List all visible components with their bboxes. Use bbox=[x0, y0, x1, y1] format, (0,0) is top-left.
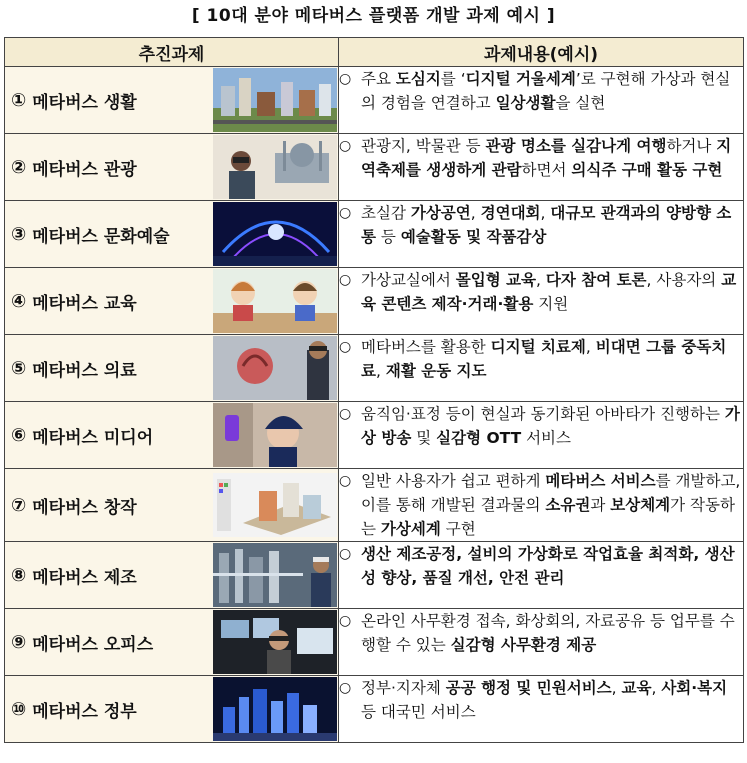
content-text bbox=[361, 268, 743, 316]
content-segment: 하거나 bbox=[666, 137, 717, 155]
content-emphasis: 예술활동 및 작품감상 bbox=[400, 228, 547, 246]
content-cell bbox=[339, 335, 744, 402]
avatar-media-image bbox=[213, 403, 337, 467]
content-cell bbox=[339, 201, 744, 268]
content-segment: 구현 bbox=[440, 520, 476, 538]
content-emphasis: 경연대회 bbox=[480, 204, 541, 222]
content-segment: 과 bbox=[590, 496, 611, 514]
content-text bbox=[361, 469, 743, 541]
task-number: ⑤ bbox=[11, 357, 27, 379]
3d-building-creation-image bbox=[213, 473, 337, 537]
table-row bbox=[5, 201, 744, 268]
content-segment: , bbox=[540, 204, 551, 222]
task-title: 메타버스 교육 bbox=[32, 293, 137, 314]
content-segment: , bbox=[611, 679, 622, 697]
content-segment: , bbox=[470, 204, 481, 222]
content-segment: 움직임·표정 등이 현실과 동기화된 아바타가 진행하는 bbox=[361, 405, 725, 423]
table-row bbox=[5, 402, 744, 469]
task-title: 메타버스 의료 bbox=[32, 360, 137, 381]
task-label bbox=[5, 155, 213, 180]
content-emphasis: 실감형 OTT bbox=[436, 429, 522, 447]
content-cell bbox=[339, 542, 744, 609]
task-cell bbox=[5, 134, 339, 201]
content-cell bbox=[339, 134, 744, 201]
content-segment: 가 작동하는 bbox=[361, 496, 735, 538]
header-content: 과제내용(예시) bbox=[339, 38, 744, 67]
task-title: 메타버스 정부 bbox=[32, 701, 137, 722]
task-title: 메타버스 제조 bbox=[32, 567, 137, 588]
content-emphasis: 재활 운동 지도 bbox=[385, 362, 487, 380]
smart-factory-image bbox=[213, 543, 337, 607]
content-text bbox=[361, 335, 743, 383]
content-text bbox=[361, 201, 743, 249]
table-row bbox=[5, 676, 744, 743]
vr-medical-image bbox=[213, 336, 337, 400]
content-emphasis: 가상공연 bbox=[410, 204, 471, 222]
content-text bbox=[361, 134, 743, 182]
task-label bbox=[5, 423, 213, 448]
content-segment: 지원 bbox=[533, 295, 569, 313]
content-segment: 주요 bbox=[361, 70, 396, 88]
bullet-icon: ○ bbox=[339, 71, 352, 87]
task-number: ⑨ bbox=[11, 631, 27, 653]
bullet-icon: ○ bbox=[339, 680, 352, 696]
content-segment: , bbox=[536, 271, 546, 289]
task-title: 메타버스 오피스 bbox=[32, 634, 154, 655]
task-title: 메타버스 미디어 bbox=[32, 427, 154, 448]
content-segment: 하면서 bbox=[521, 161, 572, 179]
task-cell bbox=[5, 268, 339, 335]
bullet-icon: ○ bbox=[339, 138, 352, 154]
content-segment: 및 bbox=[411, 429, 437, 447]
virtual-concert-image bbox=[213, 202, 337, 266]
content-emphasis: 가상세계 bbox=[380, 520, 441, 538]
page-title: [ 10대 분야 메타버스 플랫폼 개발 과제 예시 ] bbox=[191, 6, 556, 26]
content-emphasis: 디지털 거울세계 bbox=[465, 70, 576, 88]
task-number: ④ bbox=[11, 290, 27, 312]
header-task: 추진과제 bbox=[5, 38, 339, 67]
task-cell bbox=[5, 469, 339, 542]
task-number: ⑥ bbox=[11, 424, 27, 446]
content-cell bbox=[339, 609, 744, 676]
content-cell bbox=[339, 67, 744, 134]
content-segment: 를 ‘ bbox=[440, 70, 466, 88]
digital-government-image bbox=[213, 677, 337, 741]
content-text bbox=[361, 542, 743, 590]
table-row bbox=[5, 134, 744, 201]
bullet-icon: ○ bbox=[339, 205, 352, 221]
content-emphasis: 의식주 구매 활동 구현 bbox=[571, 161, 723, 179]
table-row bbox=[5, 268, 744, 335]
content-segment: 정부·지자체 bbox=[361, 679, 446, 697]
content-emphasis: 생산 제조공정, 설비의 가상화로 작업효율 최적화, 생산성 향상, 품질 개선, 안전 관리 bbox=[361, 545, 735, 587]
metaverse-task-table bbox=[4, 37, 744, 743]
task-label bbox=[5, 493, 213, 518]
content-text bbox=[361, 676, 743, 724]
content-emphasis: 도심지 bbox=[395, 70, 441, 88]
content-emphasis: 다자 참여 토론 bbox=[545, 271, 647, 289]
task-label bbox=[5, 222, 213, 247]
content-cell bbox=[339, 469, 744, 542]
content-segment: 온라인 사무환경 접속, 화상회의, 자료공유 등 업무를 수행할 수 있는 bbox=[361, 612, 735, 654]
virtual-city-image bbox=[213, 68, 337, 132]
task-cell bbox=[5, 542, 339, 609]
content-emphasis: 교육 콘텐츠 제작·거래·활용 bbox=[361, 271, 737, 313]
task-number: ③ bbox=[11, 223, 27, 245]
content-emphasis: 대규모 관객과의 양방향 소통 bbox=[361, 204, 732, 246]
content-segment: ’로 구현해 가상과 현실의 경험을 연결하고 bbox=[361, 70, 731, 112]
content-emphasis: 공공 행정 및 민원서비스 bbox=[445, 679, 612, 697]
table-row bbox=[5, 542, 744, 609]
bullet-icon: ○ bbox=[339, 272, 352, 288]
content-emphasis: 실감형 사무환경 제공 bbox=[450, 636, 597, 654]
content-segment: 서비스 bbox=[521, 429, 572, 447]
vr-tourism-image bbox=[213, 135, 337, 199]
task-number: ① bbox=[11, 89, 27, 111]
content-cell bbox=[339, 676, 744, 743]
task-title: 메타버스 관광 bbox=[32, 159, 137, 180]
content-cell bbox=[339, 268, 744, 335]
table-row bbox=[5, 609, 744, 676]
task-number: ⑧ bbox=[11, 564, 27, 586]
content-emphasis: 교육 bbox=[621, 679, 652, 697]
virtual-office-image bbox=[213, 610, 337, 674]
task-title: 메타버스 창작 bbox=[32, 497, 137, 518]
task-cell bbox=[5, 201, 339, 268]
table-row bbox=[5, 67, 744, 134]
content-segment: , bbox=[375, 362, 386, 380]
task-cell bbox=[5, 67, 339, 134]
virtual-classroom-image bbox=[213, 269, 337, 333]
content-emphasis: 보상체계 bbox=[610, 496, 671, 514]
content-segment: 가상교실에서 bbox=[361, 271, 456, 289]
content-emphasis: 사회·복지 bbox=[661, 679, 728, 697]
task-cell bbox=[5, 676, 339, 743]
content-emphasis: 소유권 bbox=[545, 496, 591, 514]
table-header-row bbox=[5, 38, 744, 67]
task-label bbox=[5, 289, 213, 314]
content-emphasis: 관광 명소를 실감나게 여행 bbox=[485, 137, 667, 155]
task-cell bbox=[5, 402, 339, 469]
content-segment: , bbox=[585, 338, 596, 356]
content-emphasis: 메타버스 서비스 bbox=[545, 472, 656, 490]
table-row bbox=[5, 469, 744, 542]
task-label bbox=[5, 356, 213, 381]
task-title: 메타버스 생활 bbox=[32, 92, 137, 113]
content-text bbox=[361, 67, 743, 115]
task-cell bbox=[5, 335, 339, 402]
content-emphasis: 가상 방송 bbox=[361, 405, 740, 447]
task-label bbox=[5, 630, 213, 655]
bullet-icon: ○ bbox=[339, 339, 352, 355]
content-emphasis: 지역축제를 생생하게 관람 bbox=[361, 137, 732, 179]
bullet-icon: ○ bbox=[339, 613, 352, 629]
content-emphasis: 일상생활 bbox=[495, 94, 556, 112]
content-segment: 초실감 bbox=[361, 204, 411, 222]
content-segment: 메타버스를 활용한 bbox=[361, 338, 491, 356]
content-segment: 관광지, 박물관 등 bbox=[361, 137, 486, 155]
content-text bbox=[361, 402, 743, 450]
content-segment: 일반 사용자가 쉽고 편하게 bbox=[361, 472, 546, 490]
task-label bbox=[5, 88, 213, 113]
content-emphasis: 디지털 치료제 bbox=[490, 338, 586, 356]
content-segment: , 사용자의 bbox=[646, 271, 722, 289]
content-segment: , bbox=[651, 679, 662, 697]
content-emphasis: 비대면 그룹 중독치료 bbox=[361, 338, 727, 380]
task-label bbox=[5, 697, 213, 722]
content-segment: 를 개발하고, 이를 통해 개발된 결과물의 bbox=[361, 472, 741, 514]
content-segment: 을 실현 bbox=[555, 94, 606, 112]
content-emphasis: 몰입형 교육 bbox=[455, 271, 537, 289]
content-segment: 등 bbox=[375, 228, 401, 246]
bullet-icon: ○ bbox=[339, 546, 352, 562]
task-number: ⑦ bbox=[11, 494, 27, 516]
task-title: 메타버스 문화예술 bbox=[32, 226, 170, 247]
content-text bbox=[361, 609, 743, 657]
table-row bbox=[5, 335, 744, 402]
task-number: ② bbox=[11, 156, 27, 178]
bullet-icon: ○ bbox=[339, 473, 352, 489]
content-cell bbox=[339, 402, 744, 469]
task-number: ⑩ bbox=[11, 698, 27, 720]
content-segment: 등 대국민 서비스 bbox=[361, 703, 476, 721]
task-cell bbox=[5, 609, 339, 676]
bullet-icon: ○ bbox=[339, 406, 352, 422]
task-label bbox=[5, 563, 213, 588]
